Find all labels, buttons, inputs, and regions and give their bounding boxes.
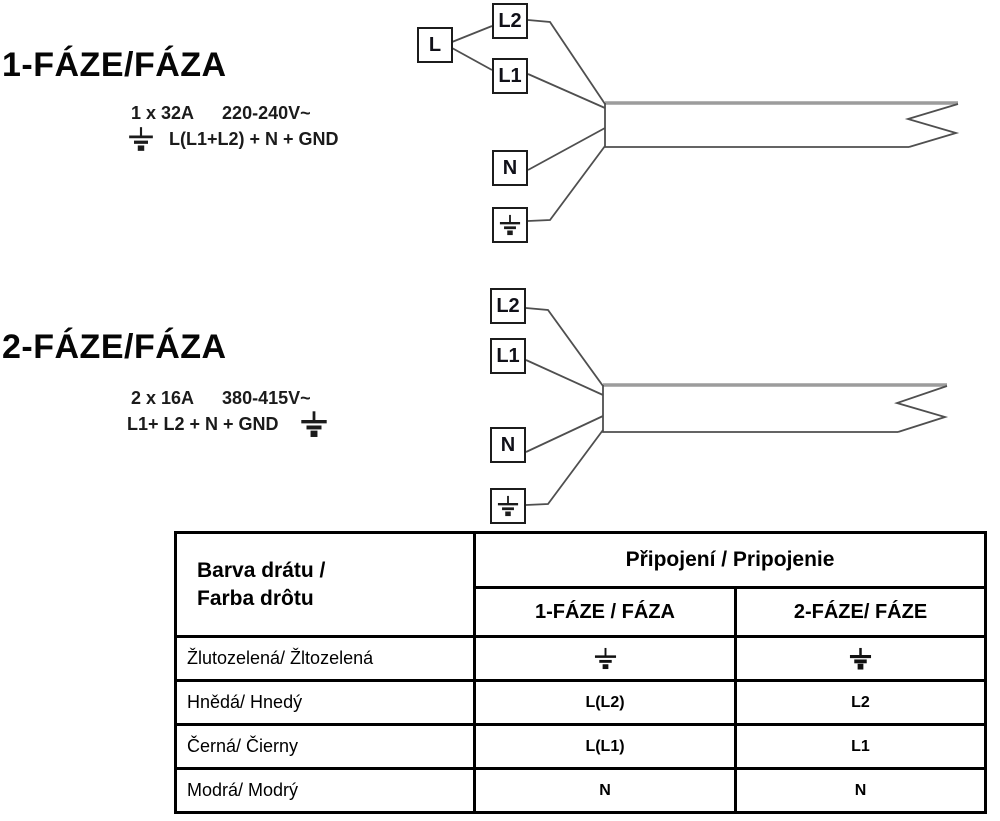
terminal-box-l1 bbox=[492, 58, 528, 94]
ground-icon bbox=[127, 126, 155, 152]
color-header-line-2: Farba drôtu bbox=[197, 586, 314, 610]
terminal-box-ground bbox=[492, 207, 528, 243]
table-row bbox=[176, 725, 986, 769]
ground-icon bbox=[848, 647, 873, 670]
wire-gnd-to-cable bbox=[526, 430, 603, 505]
terminal-box-n bbox=[490, 427, 526, 463]
section-1-formula-line bbox=[127, 126, 339, 152]
wire-l2-to-cable bbox=[526, 308, 603, 386]
wire-color-connection-table bbox=[174, 531, 987, 814]
terminal-label-n: N bbox=[500, 433, 516, 456]
wires-and-cable-drawing bbox=[400, 0, 1000, 260]
connection-group-header: Připojení / Pripojenie bbox=[475, 533, 986, 588]
wire-l1-to-cable bbox=[528, 74, 605, 108]
section-2-title: 2-FÁZE/FÁZA bbox=[2, 328, 227, 366]
ground-icon bbox=[496, 495, 520, 517]
terminal-box-n bbox=[492, 150, 528, 186]
table-row bbox=[176, 533, 986, 588]
table-row bbox=[176, 681, 986, 725]
section-2-rating: 2 x 16A bbox=[131, 387, 195, 408]
section-1-voltage: 220-240V~ bbox=[222, 102, 311, 123]
table-row bbox=[176, 769, 986, 813]
wire-color-cell: Hnědá/ Hnedý bbox=[176, 681, 475, 725]
phase2-value-cell: N bbox=[736, 769, 986, 813]
phase1-value-cell: L(L1) bbox=[475, 725, 736, 769]
section-1-specs bbox=[127, 100, 339, 152]
section-2-formula-line bbox=[127, 411, 329, 437]
section-1-rating: 1 x 32A bbox=[131, 102, 195, 123]
cable-symbol bbox=[605, 103, 958, 147]
two-phase-wiring-diagram bbox=[400, 280, 1000, 530]
phase1-value-cell bbox=[475, 637, 736, 681]
phase2-value-cell: L2 bbox=[736, 681, 986, 725]
phase2-value-cell bbox=[736, 637, 986, 681]
color-column-header bbox=[176, 533, 475, 637]
wire-l-to-l2 bbox=[452, 26, 492, 42]
phase1-column-header: 1-FÁZE / FÁZA bbox=[475, 588, 736, 637]
terminal-box-l bbox=[417, 27, 453, 63]
wire-color-cell: Modrá/ Modrý bbox=[176, 769, 475, 813]
single-phase-wiring-diagram bbox=[400, 0, 1000, 260]
phase1-value-cell: L(L2) bbox=[475, 681, 736, 725]
wire-gnd-to-cable bbox=[528, 146, 605, 221]
ground-icon bbox=[498, 214, 522, 236]
phase2-column-header: 2-FÁZE/ FÁZE bbox=[736, 588, 986, 637]
section-1-formula: L(L1+L2) + N + GND bbox=[169, 128, 339, 149]
terminal-box-ground bbox=[490, 488, 526, 524]
color-header-line-1: Barva drátu / bbox=[197, 559, 326, 583]
wire-color-cell: Žlutozelená/ Žltozelená bbox=[176, 637, 475, 681]
table-row bbox=[176, 637, 986, 681]
terminal-label-l: L bbox=[428, 33, 442, 56]
wire-n-to-cable bbox=[528, 128, 605, 170]
terminal-box-l2 bbox=[490, 288, 526, 324]
cable-symbol bbox=[603, 385, 947, 432]
ground-icon bbox=[299, 410, 329, 438]
section-2-voltage: 380-415V~ bbox=[222, 387, 311, 408]
terminal-box-l1 bbox=[490, 338, 526, 374]
terminal-box-l2 bbox=[492, 3, 528, 39]
terminal-label-l1: L1 bbox=[498, 64, 522, 87]
terminal-label-l2: L2 bbox=[498, 9, 522, 32]
terminal-label-l1: L1 bbox=[496, 344, 520, 367]
wire-l1-to-cable bbox=[526, 360, 603, 395]
phase1-value-cell: N bbox=[475, 769, 736, 813]
phase2-value-cell: L1 bbox=[736, 725, 986, 769]
section-2-rating-line bbox=[127, 385, 329, 411]
section-2-formula: L1+ L2 + N + GND bbox=[127, 413, 279, 434]
terminal-label-l2: L2 bbox=[496, 294, 520, 317]
section-1-title: 1-FÁZE/FÁZA bbox=[2, 46, 227, 84]
section-1-rating-line bbox=[127, 100, 339, 126]
wire-l-to-l1 bbox=[452, 48, 492, 70]
terminal-label-n: N bbox=[502, 156, 518, 179]
wire-color-cell: Černá/ Čierny bbox=[176, 725, 475, 769]
ground-icon bbox=[593, 647, 618, 670]
section-2-specs bbox=[127, 385, 329, 437]
